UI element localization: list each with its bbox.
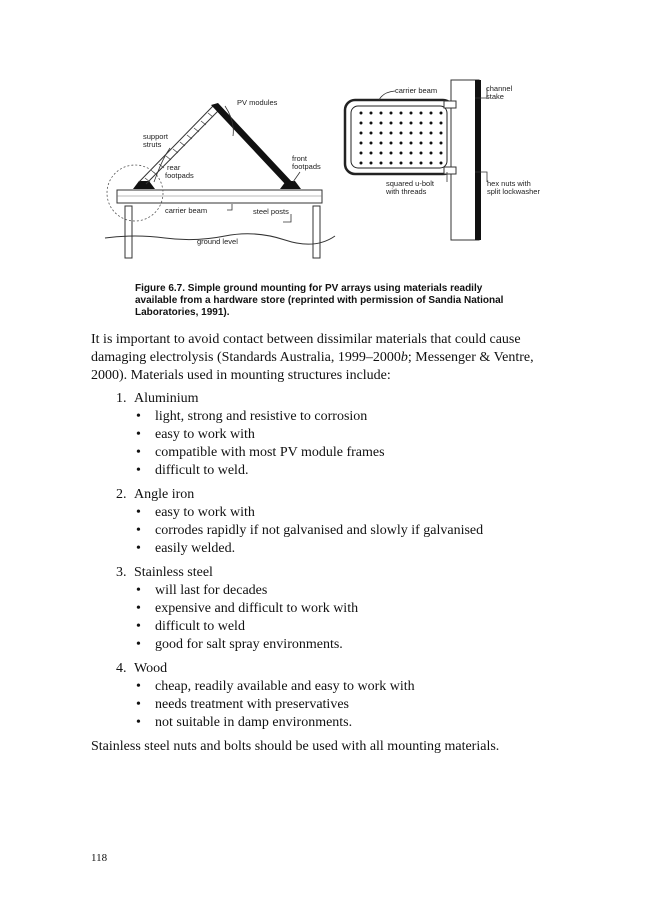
beam-dot [400, 132, 403, 135]
beam-dot [390, 142, 393, 145]
bullet-icon: • [136, 409, 141, 424]
label-carrier-beam-left: carrier beam [165, 206, 208, 215]
u-bolt-bottom [444, 167, 456, 174]
label-hex-nuts-2: split lockwasher [487, 187, 540, 196]
beam-dot [390, 162, 393, 165]
beam-dot [430, 122, 433, 125]
beam-dot [410, 132, 413, 135]
beam-dot [410, 122, 413, 125]
beam-dot [370, 122, 373, 125]
bullet-icon: • [136, 601, 141, 616]
beam-dot [370, 152, 373, 155]
beam-dot [440, 132, 443, 135]
beam-dot [420, 112, 423, 115]
material-name: Stainless steel [134, 565, 213, 580]
beam-dot [360, 142, 363, 145]
rear-footpad [133, 181, 155, 189]
bullet-icon: • [136, 679, 141, 694]
bullet-point: • easily welded. [136, 541, 236, 556]
bullet-point: • will last for decades [136, 583, 268, 598]
beam-dot [390, 122, 393, 125]
beam-dot [410, 142, 413, 145]
label-front-footpads-2: footpads [292, 162, 321, 171]
bullet-icon: • [136, 523, 141, 538]
beam-dot [370, 112, 373, 115]
beam-dot [430, 152, 433, 155]
beam-dot [390, 112, 393, 115]
bullet-point: • difficult to weld [136, 619, 245, 634]
bullet-point: • light, strong and resistive to corrosion [136, 409, 368, 424]
material-title [91, 390, 561, 408]
label-rear-footpads-1: rear [167, 163, 181, 172]
material-name: Aluminium [134, 391, 199, 406]
beam-dot [430, 142, 433, 145]
material-item [91, 660, 561, 732]
beam-dot [380, 112, 383, 115]
material-item [91, 564, 561, 654]
bullet-icon: • [136, 715, 141, 730]
bullet-icon: • [136, 619, 141, 634]
figure-caption [135, 283, 535, 319]
material-number: 1. [116, 391, 127, 406]
steel-post-left [125, 206, 132, 258]
beam-dot [370, 162, 373, 165]
caption-line: Figure 6.7. Simple ground mounting for PV arrays using materials readily [135, 283, 483, 294]
material-item [91, 390, 561, 480]
beam-dot [400, 112, 403, 115]
material-number: 4. [116, 661, 127, 676]
label-support-struts-1: support [143, 132, 169, 141]
bullet-point: • corrodes rapidly if not galvanised and slowly if galvanised [136, 523, 484, 538]
beam-dot [420, 132, 423, 135]
beam-dot [380, 152, 383, 155]
material-title [91, 660, 561, 678]
beam-dot [360, 162, 363, 165]
beam-dot [440, 142, 443, 145]
beam-dot [390, 132, 393, 135]
bullet-icon: • [136, 637, 141, 652]
label-u-bolt-1: squared u-bolt [386, 179, 434, 188]
material-title [91, 486, 561, 504]
material-name: Wood [134, 661, 168, 676]
closing-line: Stainless steel nuts and bolts should be used with all mounting materials. [91, 739, 500, 754]
label-support-struts-2: struts [143, 140, 162, 149]
closing-paragraph [91, 738, 561, 756]
mounting-figure [95, 76, 560, 281]
steel-post-right [313, 206, 320, 258]
caption-line: available from a hardware store (reprinted with permission of Sandia National [135, 295, 504, 306]
materials-list [91, 390, 561, 738]
bullet-icon: • [136, 583, 141, 598]
beam-dot [360, 152, 363, 155]
intro-line: 2000). Materials used in mounting structures include: [91, 368, 391, 383]
label-ground-level: ground level [197, 237, 238, 246]
beam-dot [380, 142, 383, 145]
carrier-beam [117, 190, 322, 203]
beam-dot [400, 122, 403, 125]
beam-dot [410, 152, 413, 155]
beam-dot [410, 162, 413, 165]
beam-dot [420, 142, 423, 145]
bullet-point: • easy to work with [136, 505, 255, 520]
beam-dot [380, 122, 383, 125]
label-hex-nuts-1: hex nuts with [487, 179, 531, 188]
material-number: 3. [116, 565, 127, 580]
bullet-icon: • [136, 697, 141, 712]
beam-dot [400, 152, 403, 155]
beam-dot [370, 132, 373, 135]
bullet-point: • good for salt spray environments. [136, 637, 343, 652]
beam-dot [440, 122, 443, 125]
mounting-diagram [95, 76, 560, 281]
beam-dot [430, 112, 433, 115]
bullet-icon: • [136, 463, 141, 478]
pv-module [211, 103, 293, 185]
beam-dot [360, 132, 363, 135]
label-rear-footpads-2: footpads [165, 171, 194, 180]
label-steel-posts: steel posts [253, 207, 289, 216]
bullet-point: • difficult to weld. [136, 463, 249, 478]
label-carrier-beam-right: carrier beam [395, 86, 438, 95]
bullet-point: • expensive and difficult to work with [136, 601, 359, 616]
intro-line: damaging electrolysis (Standards Australia, 1999–2000b; Messenger & Ventre, [91, 350, 534, 365]
beam-dot [400, 162, 403, 165]
bullet-point: • cheap, readily available and easy to work with [136, 679, 415, 694]
label-channel-stake-1: channel [486, 84, 513, 93]
beam-dot [360, 122, 363, 125]
beam-dot [420, 122, 423, 125]
beam-dot [380, 132, 383, 135]
beam-dot [390, 152, 393, 155]
intro-line: It is important to avoid contact between dissimilar materials that could cause [91, 332, 521, 347]
label-u-bolt-2: with threads [386, 187, 427, 196]
citation-suffix: b [400, 350, 408, 365]
beam-dot [430, 132, 433, 135]
bullet-icon: • [136, 505, 141, 520]
beam-dot [440, 152, 443, 155]
page-number: 118 [91, 852, 108, 864]
beam-dot [430, 162, 433, 165]
beam-dot [440, 112, 443, 115]
label-front-footpads-1: front [292, 154, 308, 163]
bullet-point: • compatible with most PV module frames [136, 445, 385, 460]
material-item [91, 486, 561, 558]
beam-dot [360, 112, 363, 115]
bullet-point: • not suitable in damp environments. [136, 715, 353, 730]
beam-dot [380, 162, 383, 165]
beam-dot [400, 142, 403, 145]
bullet-icon: • [136, 541, 141, 556]
bullet-point: • easy to work with [136, 427, 255, 442]
material-name: Angle iron [134, 487, 195, 502]
caption-line: Laboratories, 1991). [135, 307, 230, 318]
beam-dot [440, 162, 443, 165]
bullet-point: • needs treatment with preservatives [136, 697, 349, 712]
label-channel-stake-2: stake [486, 92, 504, 101]
beam-dot [420, 152, 423, 155]
beam-dot [370, 142, 373, 145]
u-bolt-top [444, 101, 456, 108]
material-title [91, 564, 561, 582]
material-number: 2. [116, 487, 127, 502]
beam-dot [420, 162, 423, 165]
beam-dot [410, 112, 413, 115]
bullet-icon: • [136, 427, 141, 442]
label-pv-modules: PV modules [237, 98, 278, 107]
bullet-icon: • [136, 445, 141, 460]
intro-paragraph [91, 331, 561, 385]
